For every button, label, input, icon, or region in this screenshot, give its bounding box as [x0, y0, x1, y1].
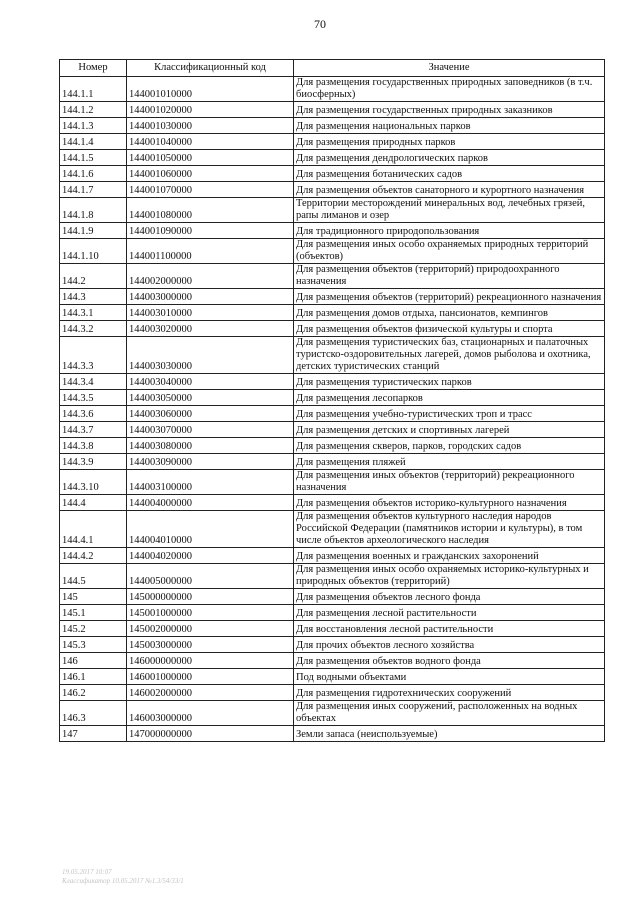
cell-code: 144003090000: [127, 454, 294, 470]
cell-number: 144.3.10: [60, 470, 127, 495]
cell-code: 145002000000: [127, 621, 294, 637]
cell-code: 144004020000: [127, 548, 294, 564]
cell-code: 146002000000: [127, 685, 294, 701]
cell-value: Для размещения природных парков: [294, 134, 605, 150]
table-row: [60, 337, 605, 374]
cell-value: Для размещения лесопарков: [294, 390, 605, 406]
cell-code: 144004000000: [127, 495, 294, 511]
table-row: [60, 150, 605, 166]
cell-value: Для размещения туристических баз, стационарных и палаточных туристско-оздоровительных лагерей, домов рыболова и охотника, детских туристических станций: [294, 337, 605, 374]
cell-code: 144003080000: [127, 438, 294, 454]
cell-code: 144003030000: [127, 337, 294, 374]
cell-code: 144003070000: [127, 422, 294, 438]
cell-number: 144.3.5: [60, 390, 127, 406]
table-row: [60, 305, 605, 321]
cell-code: 144001020000: [127, 102, 294, 118]
table-row: [60, 685, 605, 701]
cell-code: 146003000000: [127, 701, 294, 726]
cell-code: 145000000000: [127, 589, 294, 605]
table-row: [60, 166, 605, 182]
cell-number: 144.1.10: [60, 239, 127, 264]
cell-number: 144.1.6: [60, 166, 127, 182]
cell-code: 144003050000: [127, 390, 294, 406]
cell-value: Для размещения скверов, парков, городских садов: [294, 438, 605, 454]
table-row: [60, 289, 605, 305]
stamp-line-2: Классификатор 10.05.2017 №1.3/54/33/1: [62, 877, 184, 885]
cell-value: Под водными объектами: [294, 669, 605, 685]
cell-value: Для размещения иных сооружений, расположенных на водных объектах: [294, 701, 605, 726]
table-row: [60, 239, 605, 264]
cell-code: 144001060000: [127, 166, 294, 182]
table-row: [60, 406, 605, 422]
cell-code: 144001080000: [127, 198, 294, 223]
table-row: [60, 726, 605, 742]
table-row: [60, 134, 605, 150]
cell-number: 145: [60, 589, 127, 605]
table-row: [60, 321, 605, 337]
cell-value: Для размещения дендрологических парков: [294, 150, 605, 166]
stamp-line-1: 19.05.2017 10:07: [62, 868, 112, 876]
cell-number: 144.3.2: [60, 321, 127, 337]
cell-value: Для размещения национальных парков: [294, 118, 605, 134]
cell-code: 144005000000: [127, 564, 294, 589]
cell-number: 146.2: [60, 685, 127, 701]
cell-number: 144.1.7: [60, 182, 127, 198]
cell-number: 145.2: [60, 621, 127, 637]
table-row: [60, 495, 605, 511]
cell-code: 144003040000: [127, 374, 294, 390]
cell-number: 144.5: [60, 564, 127, 589]
cell-code: 147000000000: [127, 726, 294, 742]
cell-value: Для традиционного природопользования: [294, 223, 605, 239]
cell-value: Для размещения лесной растительности: [294, 605, 605, 621]
table-row: [60, 390, 605, 406]
cell-value: Для размещения детских и спортивных лагерей: [294, 422, 605, 438]
cell-value: Для размещения иных особо охраняемых историко-культурных и природных объектов (территорий): [294, 564, 605, 589]
cell-number: 145.3: [60, 637, 127, 653]
table-row: [60, 102, 605, 118]
cell-number: 144.3.4: [60, 374, 127, 390]
cell-code: 144001010000: [127, 77, 294, 102]
cell-value: Для размещения домов отдыха, пансионатов, кемпингов: [294, 305, 605, 321]
cell-number: 146.1: [60, 669, 127, 685]
header-number: Номер: [60, 60, 127, 77]
table-row: [60, 653, 605, 669]
table-row: [60, 589, 605, 605]
cell-number: 144.1.1: [60, 77, 127, 102]
cell-code: 144001070000: [127, 182, 294, 198]
cell-number: 147: [60, 726, 127, 742]
table-row: [60, 605, 605, 621]
cell-value: Для размещения военных и гражданских захоронений: [294, 548, 605, 564]
cell-number: 144.1.2: [60, 102, 127, 118]
cell-value: Для размещения ботанических садов: [294, 166, 605, 182]
table-row: [60, 264, 605, 289]
table-row: [60, 182, 605, 198]
cell-number: 144.4.1: [60, 511, 127, 548]
cell-value: Для прочих объектов лесного хозяйства: [294, 637, 605, 653]
table-row: [60, 198, 605, 223]
cell-number: 144.3: [60, 289, 127, 305]
table-header-row: [60, 60, 605, 77]
cell-number: 144.3.8: [60, 438, 127, 454]
table-row: [60, 223, 605, 239]
cell-number: 144.4.2: [60, 548, 127, 564]
cell-number: 144.2: [60, 264, 127, 289]
table-row: [60, 438, 605, 454]
cell-value: Территории месторождений минеральных вод, лечебных грязей, рапы лиманов и озер: [294, 198, 605, 223]
cell-value: Для размещения объектов культурного наследия народов Российской Федерации (памятников истории и культуры), в том числе объектов археологического наследия: [294, 511, 605, 548]
header-code: Классификационный код: [127, 60, 294, 77]
cell-number: 144.1.8: [60, 198, 127, 223]
cell-code: 145001000000: [127, 605, 294, 621]
classification-table: [59, 59, 605, 742]
cell-number: 144.3.1: [60, 305, 127, 321]
cell-value: Для размещения объектов лесного фонда: [294, 589, 605, 605]
cell-value: Для размещения государственных природных заповедников (в т.ч. биосферных): [294, 77, 605, 102]
cell-code: 146000000000: [127, 653, 294, 669]
table-body: [60, 77, 605, 742]
cell-value: Для размещения учебно-туристических троп и трасс: [294, 406, 605, 422]
cell-value: Для размещения объектов историко-культурного назначения: [294, 495, 605, 511]
cell-code: 144001040000: [127, 134, 294, 150]
cell-number: 144.1.4: [60, 134, 127, 150]
document-stamp: [62, 868, 184, 886]
table-row: [60, 511, 605, 548]
header-value: Значение: [294, 60, 605, 77]
cell-number: 144.3.3: [60, 337, 127, 374]
cell-code: 144001100000: [127, 239, 294, 264]
cell-value: Для размещения пляжей: [294, 454, 605, 470]
cell-code: 144003100000: [127, 470, 294, 495]
cell-code: 144003020000: [127, 321, 294, 337]
cell-code: 144003060000: [127, 406, 294, 422]
cell-value: Для размещения объектов санаторного и курортного назначения: [294, 182, 605, 198]
table-row: [60, 118, 605, 134]
cell-value: Для размещения объектов физической культуры и спорта: [294, 321, 605, 337]
cell-code: 144001090000: [127, 223, 294, 239]
cell-value: Для размещения государственных природных заказников: [294, 102, 605, 118]
cell-code: 144004010000: [127, 511, 294, 548]
cell-code: 144003000000: [127, 289, 294, 305]
cell-code: 145003000000: [127, 637, 294, 653]
table-row: [60, 669, 605, 685]
cell-value: Для размещения иных объектов (территорий) рекреационного назначения: [294, 470, 605, 495]
cell-code: 146001000000: [127, 669, 294, 685]
cell-value: Для размещения объектов (территорий) рекреационного назначения: [294, 289, 605, 305]
table-row: [60, 422, 605, 438]
cell-value: Для размещения гидротехнических сооружений: [294, 685, 605, 701]
cell-number: 146: [60, 653, 127, 669]
cell-code: 144001050000: [127, 150, 294, 166]
cell-number: 144.1.5: [60, 150, 127, 166]
cell-number: 145.1: [60, 605, 127, 621]
cell-number: 146.3: [60, 701, 127, 726]
cell-value: Для размещения объектов водного фонда: [294, 653, 605, 669]
table-row: [60, 454, 605, 470]
table-row: [60, 564, 605, 589]
cell-value: Для размещения объектов (территорий) природоохранного назначения: [294, 264, 605, 289]
cell-value: Для размещения иных особо охраняемых природных территорий (объектов): [294, 239, 605, 264]
table-row: [60, 701, 605, 726]
cell-number: 144.1.9: [60, 223, 127, 239]
cell-value: Для размещения туристических парков: [294, 374, 605, 390]
cell-code: 144003010000: [127, 305, 294, 321]
table-row: [60, 374, 605, 390]
cell-number: 144.3.9: [60, 454, 127, 470]
cell-value: Земли запаса (неиспользуемые): [294, 726, 605, 742]
cell-code: 144002000000: [127, 264, 294, 289]
cell-number: 144.3.7: [60, 422, 127, 438]
table-row: [60, 548, 605, 564]
cell-code: 144001030000: [127, 118, 294, 134]
table-row: [60, 637, 605, 653]
cell-number: 144.3.6: [60, 406, 127, 422]
table-row: [60, 621, 605, 637]
page-number: 70: [314, 17, 326, 31]
cell-value: Для восстановления лесной растительности: [294, 621, 605, 637]
cell-number: 144.1.3: [60, 118, 127, 134]
table-row: [60, 77, 605, 102]
cell-number: 144.4: [60, 495, 127, 511]
table-row: [60, 470, 605, 495]
